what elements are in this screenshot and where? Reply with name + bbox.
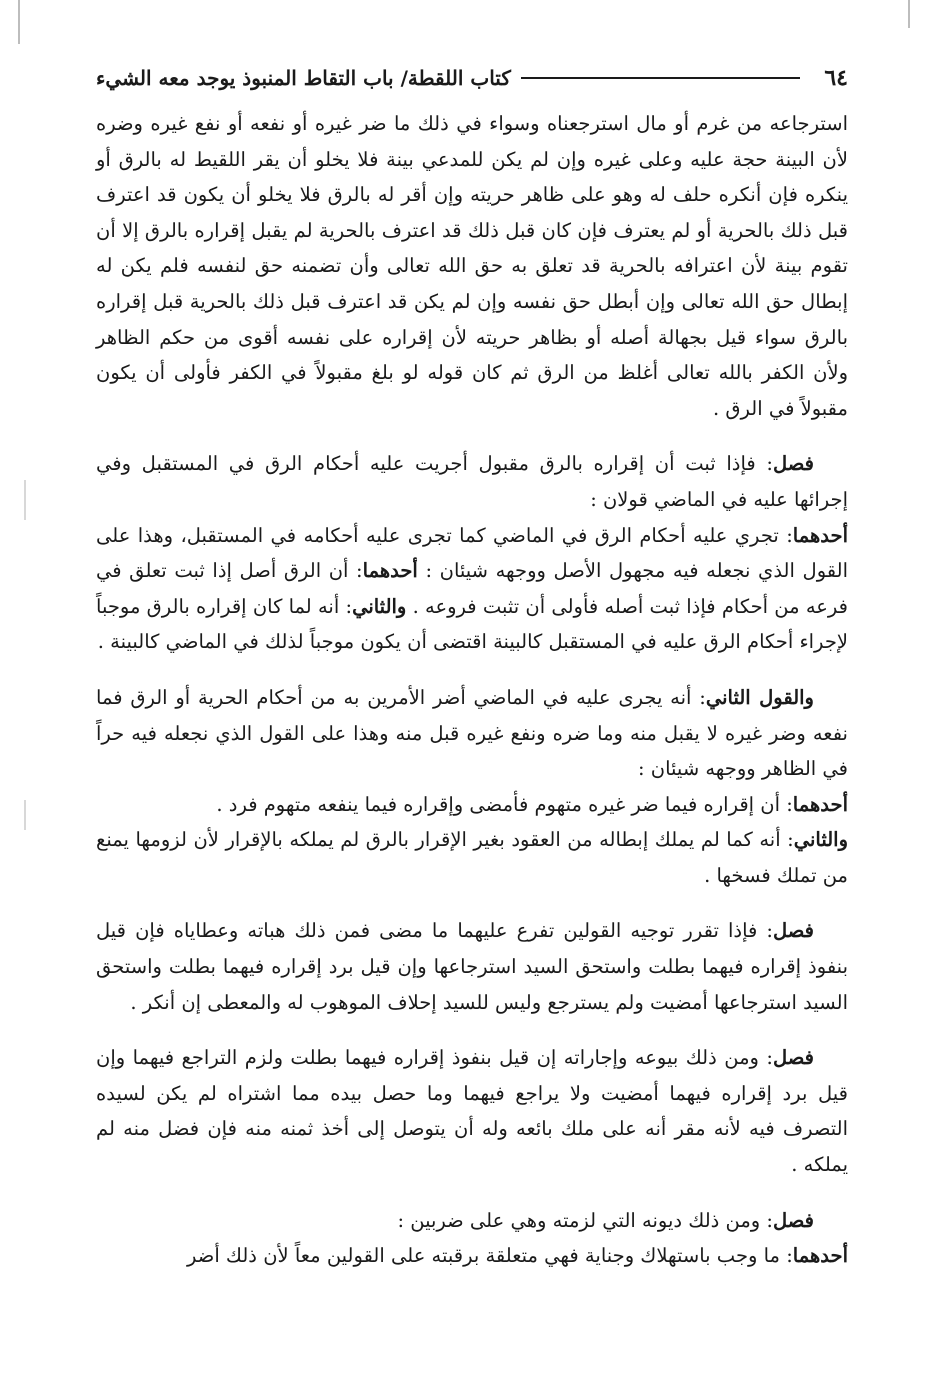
paragraph-text: : أن إقراره فيما ضر غيره متهوم فأمضى وإقراره فيما ينفعه متهوم فرد . — [216, 792, 793, 816]
section-lead: فصل — [773, 1046, 814, 1070]
paragraph-text: : فإذا تقرر توجيه القولين تفرع عليهما ما مضى فمن ذلك هباته وعطاياه فإن قيل بنفوذ إقراره فيهما بطلت واستحق السيد استرجاعها وإن قيل برد إقراره فيهما بطلت واستحق السيد استرجاعها أمضيت ولم يسترجع وليس للسيد إحلاف الموهوب له والمعطى إن أنكر . — [96, 919, 848, 1014]
paragraph — [96, 518, 848, 660]
paragraph — [96, 787, 848, 823]
scan-edge-mark — [908, 0, 910, 28]
paragraph — [96, 822, 848, 893]
paragraph-text: : أن الرق أصل إذا ثبت تعلق في فرعه من أحكام فإذا ثبت أصله فأولى أن تثبت فروعه . — [96, 559, 848, 618]
paragraph-text: : ما وجب باستهلاك وجناية فهي متعلقة برقبته على القولين معاً لأن ذلك أضر — [187, 1244, 793, 1268]
scan-edge-mark — [24, 480, 26, 520]
paragraph — [96, 1040, 848, 1182]
page-number: ٦٤ — [824, 65, 848, 91]
paragraph-text: : ومن ذلك بيوعه وإجاراته إن قيل بنفوذ إقراره فيهما بطلت ولزم التراجع فيهما وإن قيل برد إقراره فيهما أمضيت ولا يراجع فيهما وما حصل بيده مما اشتراه لم يكن لسيده التصرف فيه لأنه مقر أنه على ملك بائعه وله أن يتوصل إلى أخذ ثمنه منه فإن فضل منه لم يملكه . — [96, 1046, 848, 1177]
header-rule — [521, 77, 801, 79]
scan-edge-mark — [24, 800, 26, 830]
scan-edge-mark — [18, 0, 20, 44]
paragraph — [96, 106, 848, 426]
running-title: كتاب اللقطة/ باب التقاط المنبوذ يوجد معه الشيء — [96, 66, 511, 90]
paragraph-text: استرجاعه من غرم أو مال استرجعناه وسواء في ذلك ما ضر غيره أو نفعه أو نفع غيره وضره لأن البينة حجة عليه وعلى غيره وإن لم يكن للمدعي بينة فلا يخلو أن يقر اللقيط له بالرق أو ينكره فإن أنكره حلف له وهو على ظاهر حريته وإن أقر له بالرق فلا يخلو أن يكون قد اعترف قبل ذلك بالحرية أو لم يعترف فإن كان قبل ذلك قد اعترف بالحرية لم يقبل إقراره بالرق إلا أن تقوم بينة لأن اعترافه بالحرية قد تعلق به حق الله تعالى وأن تضمنه حق لنفسه فلم يكن له إبطال حق الله تعالى وإن أبطل حق نفسه وإن لم يكن قد اعترف قبل ذلك بالحرية قبل إقراره بالرق سواء قيل بجهالة أصله أو بظاهر حريته لأن إقراره على نفسه أقوى من حكم الظاهر ولأن الكفر بالله تعالى أغلظ من الرق ثم كان قوله لو بلغ مقبولاً في الكفر فأولى أن يكون مقبولاً في الرق . — [96, 112, 848, 420]
section-lead: أحدهما — [792, 1244, 848, 1268]
page-body — [96, 106, 848, 1274]
paragraph-text: : أنه لما كان إقراره بالرق موجباً لإجراء أحكام الرق عليه في المستقبل كالبينة اقتضى أن يكون موجباً لذلك في الماضي كالبينة . — [96, 594, 848, 654]
paragraph-text: : تجري عليه أحكام الرق في الماضي كما تجرى عليه أحكامه في المستقبل، وهذا على القول الذي نجعله فيه مجهول الأصل ووجهه شيئان : — [96, 523, 848, 583]
paragraph-text: : ومن ذلك ديونه التي لزمته وهي على ضربين : — [397, 1208, 773, 1232]
page-header — [96, 62, 848, 94]
paragraph-text: : فإذا ثبت أن إقراره بالرق مقبول أجريت عليه أحكام الرق في المستقبل وفي إجرائها عليه في الماضي قولان : — [96, 452, 848, 511]
section-lead: والثاني — [793, 828, 848, 852]
section-lead: أحدهما — [792, 523, 848, 547]
paragraph — [96, 1238, 848, 1274]
paragraph — [96, 680, 848, 787]
section-lead: أحدهما — [362, 559, 418, 583]
paragraph-text: : أنه يجرى عليه في الماضي أضر الأمرين به من أحكام الحرية أو الرق فما نفعه وضر غيره لا يقبل منه وما ضره ونفع غيره قبل منه وهذا على القول الذي نجعله فيه حراً في الظاهر ووجهه شيئان : — [96, 685, 848, 781]
paragraph — [96, 913, 848, 1020]
paragraph — [96, 1203, 848, 1239]
section-lead: والقول الثاني — [705, 685, 814, 709]
section-lead: والثاني — [352, 594, 407, 618]
section-lead: فصل — [773, 452, 814, 476]
section-lead: أحدهما — [792, 792, 848, 816]
paragraph — [96, 446, 848, 517]
paragraph-text: : أنه كما لم يملك إبطاله من العقود بغير الإقرار بالرق لم يملكه بالإقرار لأن لزومها يمنع من تملك فسخها . — [96, 828, 848, 887]
section-lead: فصل — [773, 1208, 814, 1232]
section-lead: فصل — [773, 919, 814, 943]
